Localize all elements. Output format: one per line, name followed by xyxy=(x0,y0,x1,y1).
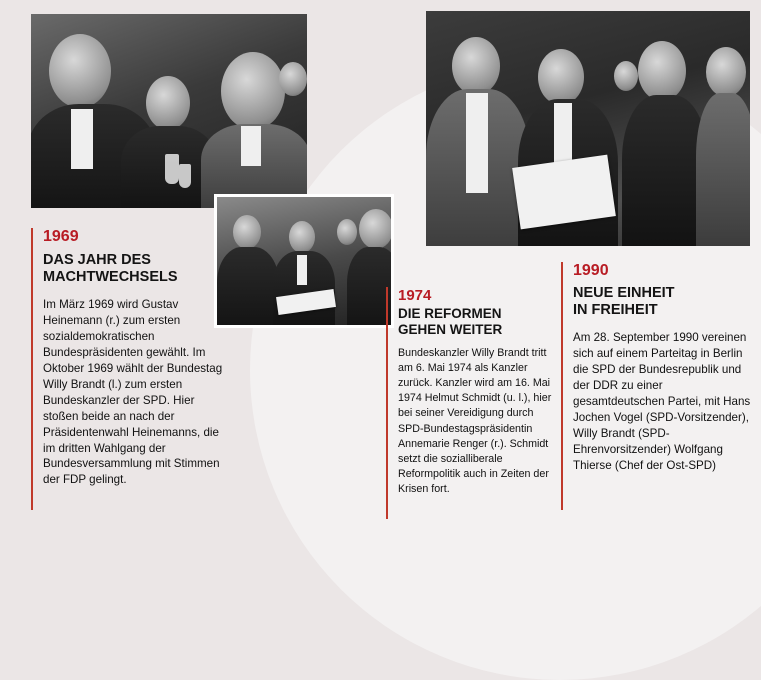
title-1974-line2: GEHEN WEITER xyxy=(398,321,503,337)
photo-1990-unity xyxy=(426,11,750,246)
year-1990: 1990 xyxy=(573,262,609,279)
title-1990 xyxy=(573,285,757,318)
section-1990 xyxy=(561,262,757,510)
year-1969: 1969 xyxy=(43,228,79,245)
photo-1969-toast xyxy=(31,14,307,208)
title-1974 xyxy=(398,306,556,337)
title-1990-line1: NEUE EINHEIT xyxy=(573,285,675,301)
body-1990: Am 28. September 1990 vereinen sich auf einem Parteitag in Berlin die SPD der Bundesrepublik und der DDR zu einer gesamtdeutschen Partei, mit Hans Jochen Vogel (SPD-Vorsitzender), Willy Brandt (SPD-Ehrenvorsitzender) Wolfgang Thierse (Chef der Ost-SPD) xyxy=(573,331,751,473)
section-1974 xyxy=(386,287,556,519)
title-1969-line2: MACHTWECHSELS xyxy=(43,268,178,285)
body-1974: Bundeskanzler Willy Brandt tritt am 6. Mai 1974 als Kanzler zurück. Kanzler wird am 16. Mai 1974 Helmut Schmidt (u. l.), hier bei seiner Vereidigung durch SPD-Bundestagspräsidentin Annemarie Renger (r.). Schmidt setzt die sozialliberale Reformpolitik auch in Zeiten der Krisen fort. xyxy=(398,347,552,495)
title-1974-line1: DIE REFORMEN xyxy=(398,306,502,321)
section-1969 xyxy=(31,228,231,510)
title-1990-line2: IN FREIHEIT xyxy=(573,301,658,318)
photo-1974-oath xyxy=(214,194,394,328)
year-1974: 1974 xyxy=(398,287,432,304)
title-1969-line1: DAS JAHR DES xyxy=(43,252,151,268)
title-1969 xyxy=(43,252,231,285)
body-1969: Im März 1969 wird Gustav Heinemann (r.) zum ersten sozialdemokratischen Bundespräsidenten gewählt. Im Oktober 1969 wählt der Bundestag Willy Brandt (l.) zum ersten Bundeskanzler der SPD. Hier stoßen beide an nach der Präsidentenwahl Heinemanns, die im dritten Wahlgang der Bundesversammlung mit Stimmen der FDP gelingt. xyxy=(43,298,223,487)
